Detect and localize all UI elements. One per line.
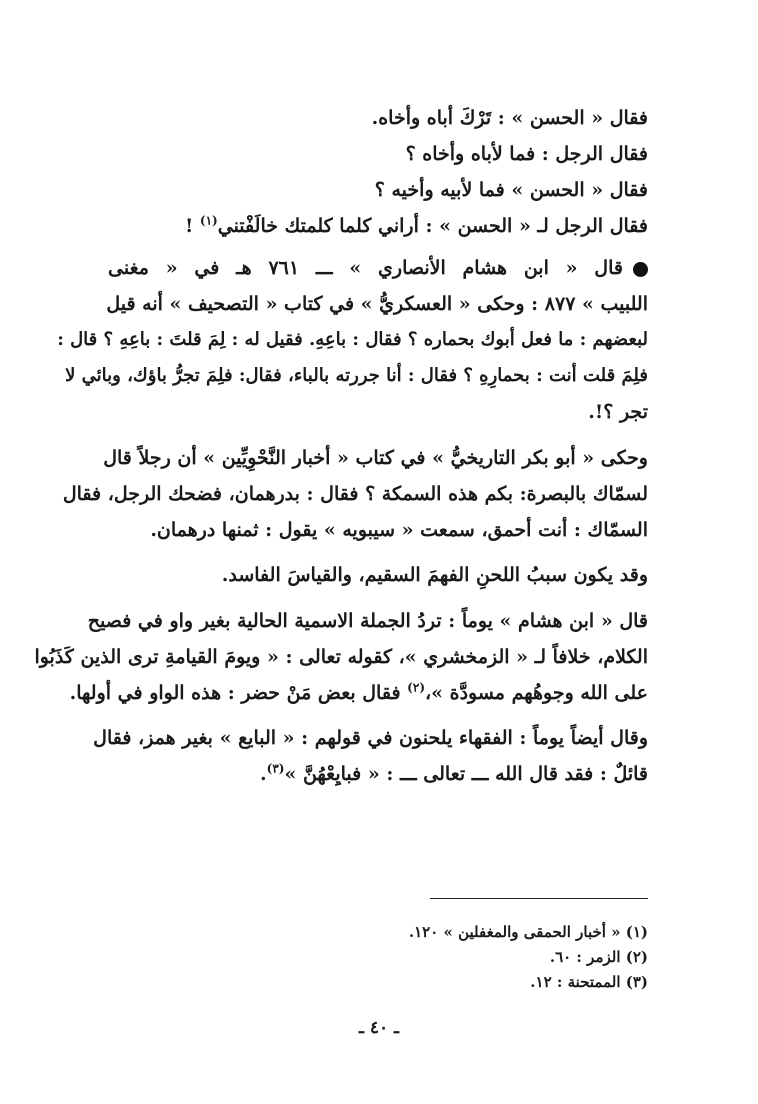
- text-line: قال « ابن هشام » يوماً : تردُ الجملة الاسمية الحالية بغير واو في فصيح: [87, 610, 648, 632]
- paragraph-ibn-hisham: [57, 250, 648, 430]
- bullet-icon: [633, 262, 648, 277]
- paragraph-abu-bakr: [62, 440, 648, 548]
- page-number: ـ ٤٠ ـ: [358, 1018, 400, 1038]
- text-segment: قائلٌ : فقد قال الله ـــ تعالى ـــ : « فبايِعْهُنَّ »: [284, 763, 648, 785]
- text-segment: قال « ابن هشام الأنصاري » ـــ ٧٦١ هـ في « مغنى: [108, 257, 623, 279]
- text-line: تجر ؟!.: [588, 401, 648, 423]
- text-line: [108, 250, 648, 286]
- text-line: وقد يكون سببُ اللحنِ الفهمَ السقيم، والقياسَ الفاسد.: [221, 564, 648, 586]
- footnote: (٢) الزمر : ٦٠.: [549, 948, 648, 966]
- text-line: لبعضهم : ما فعل أبوك بحماره ؟ فقال : باعِهِ. فقيل له : لِمَ قلتَ : باعِهِ ؟ قال :: [57, 329, 648, 350]
- text-line: فقال الرجل : فما لأباه وأخاه ؟: [405, 143, 648, 165]
- paragraph-cause: [108, 557, 648, 593]
- footnote: (١) « أخبار الحمقى والمغفلين » ١٢٠.: [408, 923, 648, 941]
- text-line: فلِمَ قلت أنت : بحمارِهِ ؟ فقال : أنا جررته بالباء، فقال: فلِمَ تجرُّ باؤك، وبائي لا: [65, 365, 648, 386]
- text-segment: .: [260, 763, 267, 785]
- paragraph-zamakhshari: [34, 603, 648, 711]
- text-line: فقال « الحسن » : تَرْكَ أباه وأخاه.: [371, 107, 648, 129]
- paragraph-fuqaha: [93, 720, 648, 792]
- text-line: وحكى « أبو بكر التاريخيُّ » في كتاب « أخبار النَّحْوِيِّين » أن رجلاً قال: [103, 447, 648, 469]
- text-segment: !: [184, 215, 200, 237]
- text-line: [69, 675, 648, 711]
- text-segment: على الله وجوهُهم مسودَّة »،: [425, 682, 648, 704]
- footnotes: [300, 920, 648, 995]
- text-line: السمّاك : أنت أحمق، سمعت « سيبويه » يقول : ثمنها درهمان.: [150, 519, 648, 541]
- text-line: [108, 756, 648, 792]
- text-line: فقال « الحسن » فما لأبيه وأخيه ؟: [374, 179, 648, 201]
- footnote: (٣) الممتحنة : ١٢.: [530, 973, 648, 991]
- text-line: الكلام، خلافاً لـ « الزمخشري »، كقوله تعالى : « ويومَ القيامةِ ترى الذين كَذَبُوا: [34, 646, 648, 668]
- text-line: لسمّاك بالبصرة: بكم هذه السمكة ؟ فقال : بدرهمان، فضحك الرجل، فقال: [62, 483, 648, 505]
- footnote-separator: [430, 898, 648, 899]
- footnote-ref: (١): [199, 213, 218, 228]
- dialogue-block: [108, 100, 648, 244]
- text-segment: فقال الرجل لـ « الحسن » : أراني كلما كلمتك خالَفْتني: [217, 215, 648, 237]
- text-line: وقال أيضاً يوماً : الفقهاء يلحنون في قولهم : « البايع » بغير همز، فقال: [93, 727, 648, 749]
- text-line: اللبيب » ٨٧٧ : وحكى « العسكريُّ » في كتاب « التصحيف » أنه قيل: [106, 293, 648, 315]
- footnote-ref: (٢): [407, 680, 425, 695]
- text-line: [108, 208, 648, 244]
- footnote-ref: (٣): [266, 761, 285, 776]
- text-segment: فقال بعض مَنْ حضر : هذه الواو في أولها.: [69, 682, 408, 704]
